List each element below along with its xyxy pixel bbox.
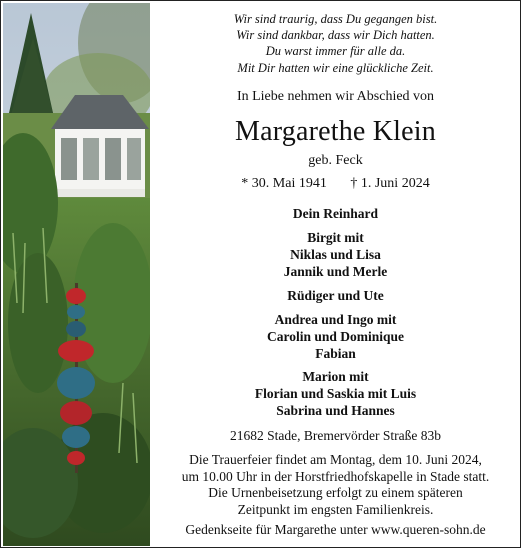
notice-line: um 10.00 Uhr in der Horstfriedhofskapelle in Stade statt. [181, 468, 490, 484]
birth-name: geb. Feck [308, 153, 363, 168]
notice-line: Die Trauerfeier findet am Montag, dem 10. Juni 2024, [189, 452, 482, 467]
funeral-notice [151, 452, 520, 518]
farewell-intro: In Liebe nehmen wir Abschied von [236, 89, 435, 104]
verse-line: Wir sind dankbar, dass wir Dich hatten. [236, 28, 435, 43]
verse-line: Wir sind traurig, dass Du gegangen bist. [233, 12, 438, 26]
mourner-group [151, 230, 520, 280]
mourner-line: Birgit mit [307, 230, 364, 245]
mourner-group [151, 288, 520, 305]
mourner-line: Jannik und Merle [283, 263, 388, 279]
mourner-group [151, 206, 520, 223]
garden-photo [3, 3, 150, 546]
mourner-line: Marion mit [302, 369, 369, 384]
memorial-page-link[interactable]: Gedenkseite für Margarethe unter www.queren-sohn.de [185, 522, 486, 537]
deceased-name: Margarethe Klein [235, 116, 436, 147]
obituary-text [151, 1, 520, 547]
mourner-line: Sabrina und Hannes [276, 402, 395, 418]
life-dates [151, 176, 520, 192]
mourner-line: Niklas und Lisa [290, 246, 381, 262]
mourner-line: Florian und Saskia mit Luis [254, 385, 417, 401]
birth-date: * 30. Mai 1941 [241, 176, 327, 191]
mourner-line: Fabian [315, 345, 356, 361]
mourner-line: Dein Reinhard [292, 206, 379, 221]
verse-line: Mit Dir hatten wir eine glückliche Zeit. [237, 60, 434, 75]
verse [151, 11, 520, 76]
mourner-group [151, 369, 520, 419]
mourner-line: Andrea und Ingo mit [274, 312, 397, 327]
address: 21682 Stade, Bremervörder Straße 83b [229, 428, 442, 443]
mourner-line: Rüdiger und Ute [287, 288, 384, 303]
mourner-group [151, 312, 520, 362]
notice-line: Die Urnenbeisetzung erfolgt zu einem späteren [208, 485, 463, 500]
notice-line: Zeitpunkt im engsten Familienkreis. [237, 501, 434, 517]
mourner-line: Carolin und Dominique [266, 328, 405, 344]
death-date: † 1. Juni 2024 [350, 176, 430, 191]
verse-line: Du warst immer für alle da. [265, 44, 406, 59]
